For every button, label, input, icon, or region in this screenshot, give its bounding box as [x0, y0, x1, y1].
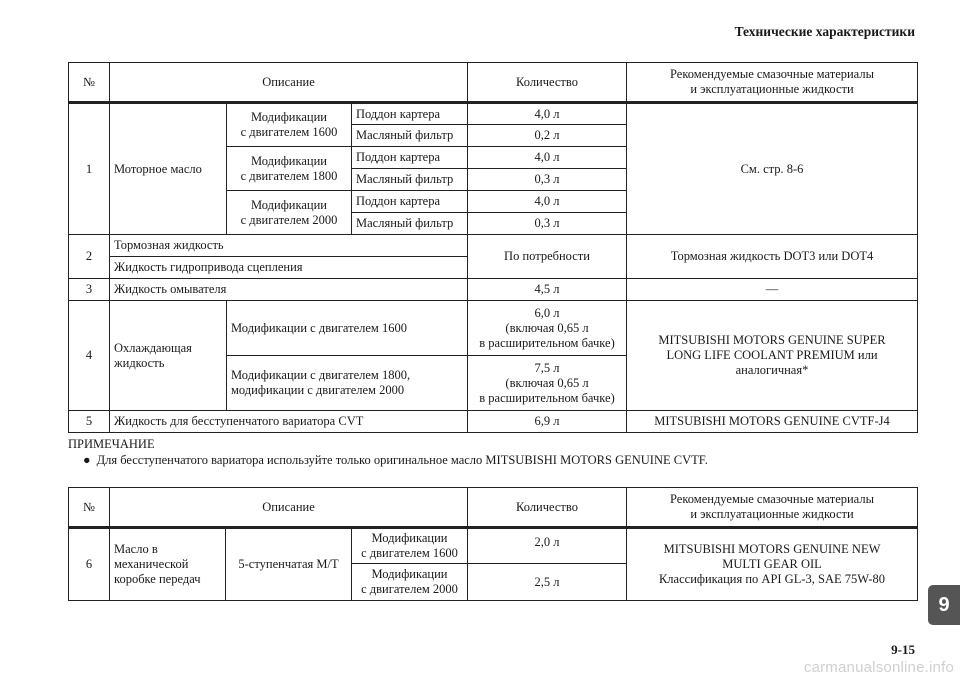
engine-mod-1800-2000: Модификации с двигателем 1800, модификации с двигателем 2000: [227, 356, 468, 411]
table-row: [69, 103, 918, 125]
table-row: [69, 301, 918, 356]
header-quantity: Количество: [468, 488, 627, 528]
table-row: [69, 528, 918, 564]
quantity: 4,5 л: [468, 279, 627, 301]
quantity: 6,0 л (включая 0,65 л в расширительном бачке): [468, 301, 627, 356]
row-description: Жидкость гидропривода сцепления: [110, 257, 468, 279]
row-num: 6: [69, 528, 110, 601]
table-header-row: [69, 488, 918, 528]
bullet-icon: ●: [83, 453, 91, 468]
row-num: 1: [69, 103, 110, 235]
row-description: Охлаждающая жидкость: [110, 301, 227, 411]
recommended: MITSUBISHI MOTORS GENUINE SUPER LONG LIFE COOLANT PREMIUM или аналогичная*: [627, 301, 918, 411]
table-row: [69, 411, 918, 433]
quantity: 2,5 л: [468, 564, 627, 601]
table-header-row: [69, 63, 918, 103]
header-recommended: Рекомендуемые смазочные материалы и эксплуатационные жидкости: [627, 488, 918, 528]
row-num: 5: [69, 411, 110, 433]
oil-filter: Масляный фильтр: [352, 125, 468, 147]
chapter-tab[interactable]: 9: [928, 585, 960, 625]
quantity: 4,0 л: [468, 103, 627, 125]
quantity: 4,0 л: [468, 191, 627, 213]
header-description: Описание: [110, 63, 468, 103]
specs-table-1: [68, 62, 918, 433]
recommended: MITSUBISHI MOTORS GENUINE CVTF-J4: [627, 411, 918, 433]
oil-sump: Поддон картера: [352, 191, 468, 213]
recommended: —: [627, 279, 918, 301]
row-description: Масло в механической коробке передач: [110, 528, 226, 601]
oil-sump: Поддон картера: [352, 147, 468, 169]
specs-table-2: [68, 487, 918, 601]
row-num: 4: [69, 301, 110, 411]
engine-mod-1600: Модификации с двигателем 1600: [352, 528, 468, 564]
row-description: Моторное масло: [110, 103, 227, 235]
note-title: ПРИМЕЧАНИЕ: [68, 437, 155, 451]
table-row: [69, 235, 918, 257]
engine-mod-1600: Модификации с двигателем 1600: [227, 301, 468, 356]
gearbox-type: 5-ступенчатая М/Т: [226, 528, 352, 601]
row-description: Жидкость для бесступенчатого вариатора CVT: [110, 411, 468, 433]
page-number: 9-15: [891, 642, 915, 657]
header-num: №: [69, 488, 110, 528]
engine-mod-2000: Модификации с двигателем 2000: [227, 191, 352, 235]
row-description: Тормозная жидкость: [110, 235, 468, 257]
recommended: MITSUBISHI MOTORS GENUINE NEW MULTI GEAR OIL Классификация по API GL-3, SAE 75W-80: [627, 528, 918, 601]
header-recommended: Рекомендуемые смазочные материалы и эксплуатационные жидкости: [627, 63, 918, 103]
page-title: Технические характеристики: [734, 24, 915, 39]
quantity: 0,3 л: [468, 213, 627, 235]
oil-filter: Масляный фильтр: [352, 169, 468, 191]
recommended-ref: См. стр. 8-6: [627, 103, 918, 235]
header-quantity: Количество: [468, 63, 627, 103]
engine-mod-2000: Модификации с двигателем 2000: [352, 564, 468, 601]
engine-mod-1600: Модификации с двигателем 1600: [227, 103, 352, 147]
quantity: 0,2 л: [468, 125, 627, 147]
note-text: Для бесступенчатого вариатора используйте только оригинальное масло MITSUBISHI MOTORS GENUINE CVTF.: [96, 453, 708, 468]
row-description: Жидкость омывателя: [110, 279, 468, 301]
quantity: 6,9 л: [468, 411, 627, 433]
header-description: Описание: [110, 488, 468, 528]
quantity: По потребности: [468, 235, 627, 279]
header-num: №: [69, 63, 110, 103]
quantity: 2,0 л: [468, 528, 627, 564]
recommended: Тормозная жидкость DOT3 или DOT4: [627, 235, 918, 279]
watermark: carmanualsonline.info: [803, 659, 954, 676]
quantity: 0,3 л: [468, 169, 627, 191]
note-block: [68, 436, 918, 469]
table-row: [69, 279, 918, 301]
note-item: [68, 452, 918, 468]
oil-filter: Масляный фильтр: [352, 213, 468, 235]
quantity: 7,5 л (включая 0,65 л в расширительном бачке): [468, 356, 627, 411]
engine-mod-1800: Модификации с двигателем 1800: [227, 147, 352, 191]
oil-sump: Поддон картера: [352, 103, 468, 125]
quantity: 4,0 л: [468, 147, 627, 169]
row-num: 2: [69, 235, 110, 279]
row-num: 3: [69, 279, 110, 301]
